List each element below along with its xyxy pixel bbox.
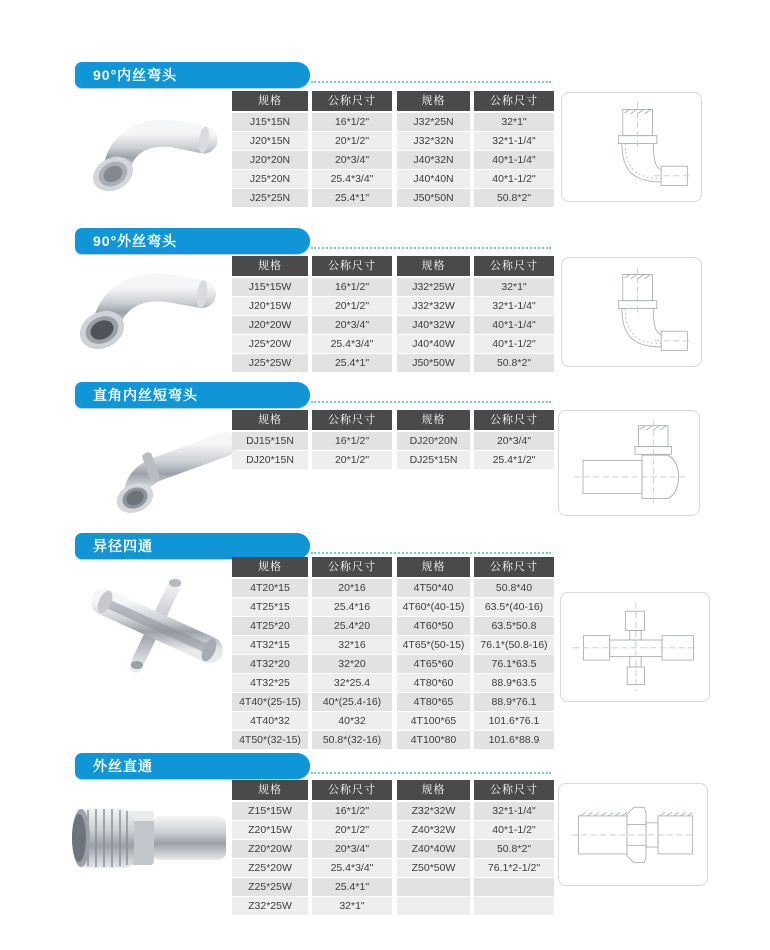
spec-table-right (397, 91, 554, 208)
table-row (397, 432, 554, 450)
table-row (232, 821, 392, 839)
size-header-cell: 公称尺寸 (474, 91, 554, 111)
spec-cell: J25*20W (232, 335, 308, 353)
table-row (232, 354, 392, 372)
size-cell: 25.4*20 (312, 617, 392, 635)
table-row (232, 712, 392, 730)
size-cell: 20*1/2" (312, 297, 392, 315)
spec-cell: 4T25*20 (232, 617, 308, 635)
spec-header-cell: 规格 (397, 780, 470, 800)
spec-cell: J50*50N (397, 189, 470, 207)
dotted-divider (311, 552, 551, 554)
straight-coupling-drawing (558, 783, 708, 886)
elbow-90-drawing (561, 92, 702, 202)
size-cell: 25.4*3/4" (312, 170, 392, 188)
size-cell: 40*1-1/2" (474, 170, 554, 188)
size-header-cell: 公称尺寸 (312, 557, 392, 577)
spec-cell: 4T60*50 (397, 617, 470, 635)
size-cell: 40*1-1/2" (474, 335, 554, 353)
table-row (397, 655, 554, 673)
table-row (232, 189, 392, 207)
table-row (232, 802, 392, 820)
size-cell: 88.9*63.5 (474, 674, 554, 692)
size-header-cell: 公称尺寸 (474, 780, 554, 800)
spec-cell: Z32*25W (232, 897, 308, 915)
table-row (397, 802, 554, 820)
spec-cell: J20*15W (232, 297, 308, 315)
size-cell: 20*3/4" (312, 840, 392, 858)
spec-table-left (232, 256, 392, 373)
spec-header-cell: 规格 (397, 91, 470, 111)
size-cell: 50.8*(32-16) (312, 731, 392, 749)
table-header-row (232, 557, 392, 577)
spec-header-cell: 规格 (232, 557, 308, 577)
elbow-90-female-photo (80, 104, 230, 206)
table-header-row (232, 410, 392, 430)
spec-cell: J20*20W (232, 316, 308, 334)
size-cell: 20*3/4" (312, 151, 392, 169)
spec-cell: 4T80*60 (397, 674, 470, 692)
size-cell: 40*1-1/2" (474, 821, 554, 839)
spec-cell: J40*32W (397, 316, 470, 334)
reducing-cross-photo (84, 560, 236, 688)
spec-header-cell: 规格 (232, 91, 308, 111)
spec-cell (397, 878, 470, 896)
size-cell: 20*1/2" (312, 821, 392, 839)
size-header-cell: 公称尺寸 (474, 557, 554, 577)
size-cell: 25.4*1" (312, 189, 392, 207)
size-header-cell: 公称尺寸 (312, 256, 392, 276)
size-cell: 63.5*50.8 (474, 617, 554, 635)
size-cell: 88.9*76.1 (474, 693, 554, 711)
table-row (232, 731, 392, 749)
spec-cell: Z50*50W (397, 859, 470, 877)
table-row (397, 840, 554, 858)
size-cell: 25.4*1" (312, 354, 392, 372)
spec-header-cell: 规格 (397, 256, 470, 276)
section-title-banner (75, 753, 310, 779)
size-cell: 25.4*3/4" (312, 335, 392, 353)
elbow-90-drawing (561, 257, 702, 367)
spec-table-right (397, 780, 554, 916)
section-title: 90°外丝弯头 (93, 233, 178, 249)
table-row (397, 189, 554, 207)
table-row (232, 170, 392, 188)
size-cell: 76.1*2-1/2" (474, 859, 554, 877)
spec-cell: 4T32*15 (232, 636, 308, 654)
spec-cell: DJ20*20N (397, 432, 470, 450)
spec-table-left (232, 91, 392, 208)
table-row (232, 132, 392, 150)
spec-cell: J40*40W (397, 335, 470, 353)
table-row (397, 151, 554, 169)
spec-cell: J32*32W (397, 297, 470, 315)
spec-cell: 4T100*80 (397, 731, 470, 749)
table-row (232, 151, 392, 169)
size-cell: 20*3/4" (312, 316, 392, 334)
section-title: 90°内丝弯头 (93, 67, 178, 83)
table-row (397, 113, 554, 131)
section-title-banner (75, 62, 310, 88)
size-header-cell: 公称尺寸 (474, 410, 554, 430)
size-cell: 16*1/2" (312, 278, 392, 296)
table-row (397, 674, 554, 692)
table-row (232, 693, 392, 711)
section-title: 异径四通 (93, 538, 153, 554)
table-row (232, 579, 392, 597)
spec-cell: 4T32*20 (232, 655, 308, 673)
size-cell: 32*1" (312, 897, 392, 915)
table-header-row (397, 256, 554, 276)
section-title-banner (75, 382, 310, 408)
table-row (232, 859, 392, 877)
table-header-row (397, 410, 554, 430)
spec-header-cell: 规格 (397, 557, 470, 577)
spec-cell: 4T40*(25-15) (232, 693, 308, 711)
spec-cell: 4T50*(32-15) (232, 731, 308, 749)
spec-cell: 4T100*65 (397, 712, 470, 730)
spec-cell: 4T80*65 (397, 693, 470, 711)
table-row (232, 598, 392, 616)
size-cell: 32*25.4 (312, 674, 392, 692)
spec-cell: J32*32N (397, 132, 470, 150)
spec-cell: 4T20*15 (232, 579, 308, 597)
size-cell: 16*1/2" (312, 802, 392, 820)
table-row (232, 897, 392, 915)
size-cell: 25.4*3/4" (312, 859, 392, 877)
spec-cell: Z40*40W (397, 840, 470, 858)
size-cell: 50.8*2" (474, 354, 554, 372)
table-header-row (232, 256, 392, 276)
dotted-divider (311, 247, 551, 249)
table-row (397, 693, 554, 711)
size-cell: 40*1-1/4" (474, 316, 554, 334)
spec-table-right (397, 557, 554, 750)
table-row (397, 354, 554, 372)
spec-cell: J25*25N (232, 189, 308, 207)
spec-cell: Z40*32W (397, 821, 470, 839)
spec-cell: J32*25N (397, 113, 470, 131)
size-cell: 32*20 (312, 655, 392, 673)
spec-cell (397, 897, 470, 915)
spec-cell: J25*20N (232, 170, 308, 188)
spec-cell: J32*25W (397, 278, 470, 296)
table-header-row (232, 780, 392, 800)
size-cell: 76.1*63.5 (474, 655, 554, 673)
table-row (232, 113, 392, 131)
table-row (397, 451, 554, 469)
table-row (232, 278, 392, 296)
size-cell: 25.4*1/2" (474, 451, 554, 469)
spec-cell: 4T60*(40-15) (397, 598, 470, 616)
size-cell: 20*1/2" (312, 132, 392, 150)
short-elbow-photo (90, 418, 242, 522)
size-cell: 40*32 (312, 712, 392, 730)
size-header-cell: 公称尺寸 (312, 410, 392, 430)
table-row (232, 674, 392, 692)
size-cell: 32*1-1/4" (474, 802, 554, 820)
spec-cell: J50*50W (397, 354, 470, 372)
table-row (397, 878, 554, 896)
table-row (397, 335, 554, 353)
size-cell: 32*1-1/4" (474, 132, 554, 150)
cross-drawing (560, 592, 710, 702)
size-cell: 25.4*1" (312, 878, 392, 896)
spec-cell: 4T50*40 (397, 579, 470, 597)
table-row (397, 278, 554, 296)
size-cell: 76.1*(50.8-16) (474, 636, 554, 654)
size-cell: 63.5*(40-16) (474, 598, 554, 616)
size-cell: 40*(25.4-16) (312, 693, 392, 711)
spec-table-left (232, 557, 392, 750)
dotted-divider (311, 401, 551, 403)
size-cell: 101.6*76.1 (474, 712, 554, 730)
table-row (397, 636, 554, 654)
spec-cell: J40*32N (397, 151, 470, 169)
size-cell: 32*1-1/4" (474, 297, 554, 315)
table-row (232, 335, 392, 353)
table-header-row (397, 557, 554, 577)
size-cell: 50.8*40 (474, 579, 554, 597)
table-row (397, 617, 554, 635)
table-header-row (397, 91, 554, 111)
size-cell: 32*16 (312, 636, 392, 654)
table-row (397, 316, 554, 334)
spec-cell: Z32*32W (397, 802, 470, 820)
table-row (232, 636, 392, 654)
table-row (397, 821, 554, 839)
size-cell: 25.4*16 (312, 598, 392, 616)
table-row (232, 655, 392, 673)
spec-cell: Z25*20W (232, 859, 308, 877)
table-row (232, 840, 392, 858)
spec-cell: 4T40*32 (232, 712, 308, 730)
table-row (397, 712, 554, 730)
spec-cell: J20*20N (232, 151, 308, 169)
straight-male-photo (64, 786, 238, 900)
table-row (397, 859, 554, 877)
table-row (397, 132, 554, 150)
elbow-90-male-photo (68, 254, 230, 362)
table-row (232, 432, 392, 450)
size-cell: 50.8*2" (474, 840, 554, 858)
short-elbow-drawing (558, 410, 700, 516)
spec-cell: J20*15N (232, 132, 308, 150)
table-row (397, 731, 554, 749)
spec-cell: 4T65*(50-15) (397, 636, 470, 654)
spec-cell: Z20*15W (232, 821, 308, 839)
spec-cell: DJ20*15N (232, 451, 308, 469)
size-cell: 16*1/2" (312, 113, 392, 131)
table-header-row (397, 780, 554, 800)
spec-cell: DJ25*15N (397, 451, 470, 469)
size-cell (474, 897, 554, 915)
table-row (232, 451, 392, 469)
size-header-cell: 公称尺寸 (312, 780, 392, 800)
size-cell: 101.6*88.9 (474, 731, 554, 749)
dotted-divider (311, 772, 551, 774)
size-cell: 32*1" (474, 278, 554, 296)
spec-cell: DJ15*15N (232, 432, 308, 450)
spec-cell: Z20*20W (232, 840, 308, 858)
section-title: 外丝直通 (93, 758, 153, 774)
table-row (232, 297, 392, 315)
spec-header-cell: 规格 (232, 410, 308, 430)
size-cell: 16*1/2" (312, 432, 392, 450)
section-title-banner (75, 228, 310, 254)
spec-cell: J15*15N (232, 113, 308, 131)
spec-cell: J25*25W (232, 354, 308, 372)
spec-header-cell: 规格 (232, 256, 308, 276)
spec-cell: Z15*15W (232, 802, 308, 820)
spec-header-cell: 规格 (232, 780, 308, 800)
spec-cell: 4T25*15 (232, 598, 308, 616)
spec-cell: Z25*25W (232, 878, 308, 896)
size-cell: 20*16 (312, 579, 392, 597)
table-row (232, 617, 392, 635)
table-header-row (232, 91, 392, 111)
spec-cell: 4T32*25 (232, 674, 308, 692)
size-cell: 20*3/4" (474, 432, 554, 450)
size-header-cell: 公称尺寸 (474, 256, 554, 276)
table-row (232, 316, 392, 334)
spec-table-left (232, 780, 392, 916)
table-row (232, 878, 392, 896)
size-cell: 20*1/2" (312, 451, 392, 469)
dotted-divider (311, 81, 551, 83)
size-cell: 40*1-1/4" (474, 151, 554, 169)
spec-table-right (397, 256, 554, 373)
spec-table-right (397, 410, 554, 470)
table-row (397, 598, 554, 616)
size-cell: 50.8*2" (474, 189, 554, 207)
table-row (397, 170, 554, 188)
spec-cell: J15*15W (232, 278, 308, 296)
section-title: 直角内丝短弯头 (93, 387, 198, 403)
section-title-banner (75, 533, 310, 559)
spec-table-left (232, 410, 392, 470)
spec-cell: J40*40N (397, 170, 470, 188)
size-cell: 32*1" (474, 113, 554, 131)
size-cell (474, 878, 554, 896)
table-row (397, 579, 554, 597)
spec-header-cell: 规格 (397, 410, 470, 430)
spec-cell: 4T65*60 (397, 655, 470, 673)
size-header-cell: 公称尺寸 (312, 91, 392, 111)
table-row (397, 897, 554, 915)
table-row (397, 297, 554, 315)
